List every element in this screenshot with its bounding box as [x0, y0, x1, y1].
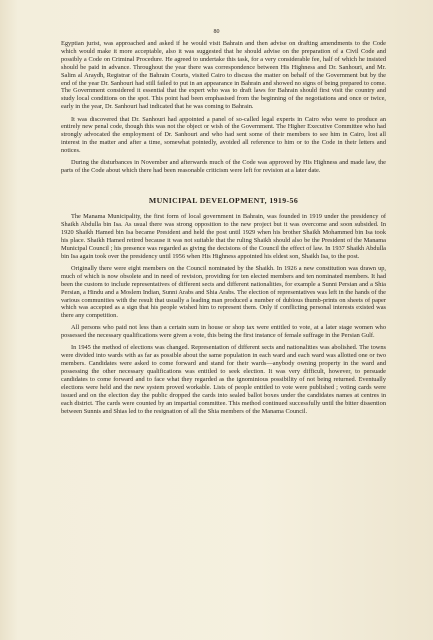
page-content [61, 40, 386, 416]
section-heading: MUNICIPAL DEVELOPMENT, 1919-56 [148, 196, 299, 206]
paragraph: Egyptian jurist, was approached and asked if he would visit Bahrain and then advise on drafting amendments to the Code which would make it more acceptable, also it was suggested that he should advise on the preparation of a Civil Code and possibly a Code on Criminal Procedure. He agreed to undertake this task, for a very considerable fee, half of which he insisted should be paid in advance. Throughout the year there was correspondence between His Highness and Dr. Sanhouri, and Mr. Salim al Araydh, Registrar of the Bahrain Courts, visited Cairo to discuss the matter on behalf of the Government but by the end of the year Dr. Sanhouri had still failed to put in an appearance in Bahrain and showed no signs of being prepared to come. The Government considered it essential that the expert who was to draft laws for Bahrain should first visit the country and study local conditions on the spot. This point had been emphasised from the beginning of the negotiations and once or twice, early in the year, Dr. Sanhouri had indicated that he was coming to Bahrain. [61, 40, 386, 111]
paragraph: Originally there were eight members on the Council nominated by the Shaikh. In 1926 a new constitution was drawn up, much of which is now obsolete and in need of revision, providing for ten elected members and ten nominated members. It had been the custom to include representatives of different sects and different nationalities, for example a Sunni Persian and a Shia Persian, a Hindu and a Moslem Indian, Sunni Arabs and Shia Arabs. The election of representatives was left in the hands of the various communities with the result that usually a leading man produced a number of dubious thumb-prints on sheets of paper which was accepted as a sign that his people wished him to represent them. Only if conflicting personal interests existed was there any competition. [61, 264, 386, 320]
paragraph: In 1945 the method of elections was changed. Representation of different sects and nationalities was abolished. The towns were divided into wards with as far as possible about the same population in each ward and each ward was allotted one or two members. Candidates were asked to come forward and stand for their wards—anybody owning property in the ward and possessing the other necessary qualifications was entitled to seek election. It was very difficult, however, to persuade candidates to come forward and to face what they regarded as the ignominious possibility of not being returned. Eventually elections were held and the new system proved workable. Lists of people entitled to vote were published ; voting cards were issued and on the election day the public dropped the cards into sealed ballot boxes under the candidates names at centres in each district. The cards were counted by an impartial committee. This method continued successfully until the bitter dissention between Sunnis and Shias led to the resignation of all the Shia members of the Manama Council. [61, 344, 386, 415]
intro-section [61, 40, 386, 175]
paragraph: It was discovered that Dr. Sanhouri had appointed a panel of so-called legal experts in Cairo who were to produce an entirely new penal code, though this was not the object or wish of the Government. The Higher Executive Committee who had strongly advocated the employment of Dr. Sanhouri and who had sent some of their members to see him in Cairo, lost all interest in the matter and after a time, somewhat pointedly, avoided all reference to him or to the Code in their letters and notices. [61, 115, 386, 155]
page-number: 80 [213, 29, 220, 35]
paragraph: All persons who paid not less than a certain sum in house or shop tax were entitled to vote, at a later stage women who possessed the necessary qualifications were given a vote, this being the first instance of female suffrage in the Persian Gulf. [61, 324, 386, 340]
municipal-section [61, 213, 386, 415]
paragraph: The Manama Municipality, the first form of local government in Bahrain, was founded in 1919 under the presidency of Shaikh Abdulla bin Isa. As usual there was strong opposition to the new project but it was overcome and soon subsided. In 1920 Shaikh Hamed bin Isa became President and held the post until 1929 when his brother Shaikh Mohammed bin Isa took his place. Shaikh Hamed retired because it was not suitable that the ruling Shaikh should also be the President of the Manama Municipal Council ; his presence was regarded as giving the decisions of the Council the effect of law. In 1937 Shaikh Abdulla bin Isa again took over the presidency until 1956 when His Highness appointed his eldest son, Shaikh Isa, to the post. [61, 213, 386, 260]
paragraph: During the disturbances in November and afterwards much of the Code was approved by His Highness and made law, the parts of the Code about which there had been reasonable criticism were left for revision at a later date. [61, 159, 386, 175]
